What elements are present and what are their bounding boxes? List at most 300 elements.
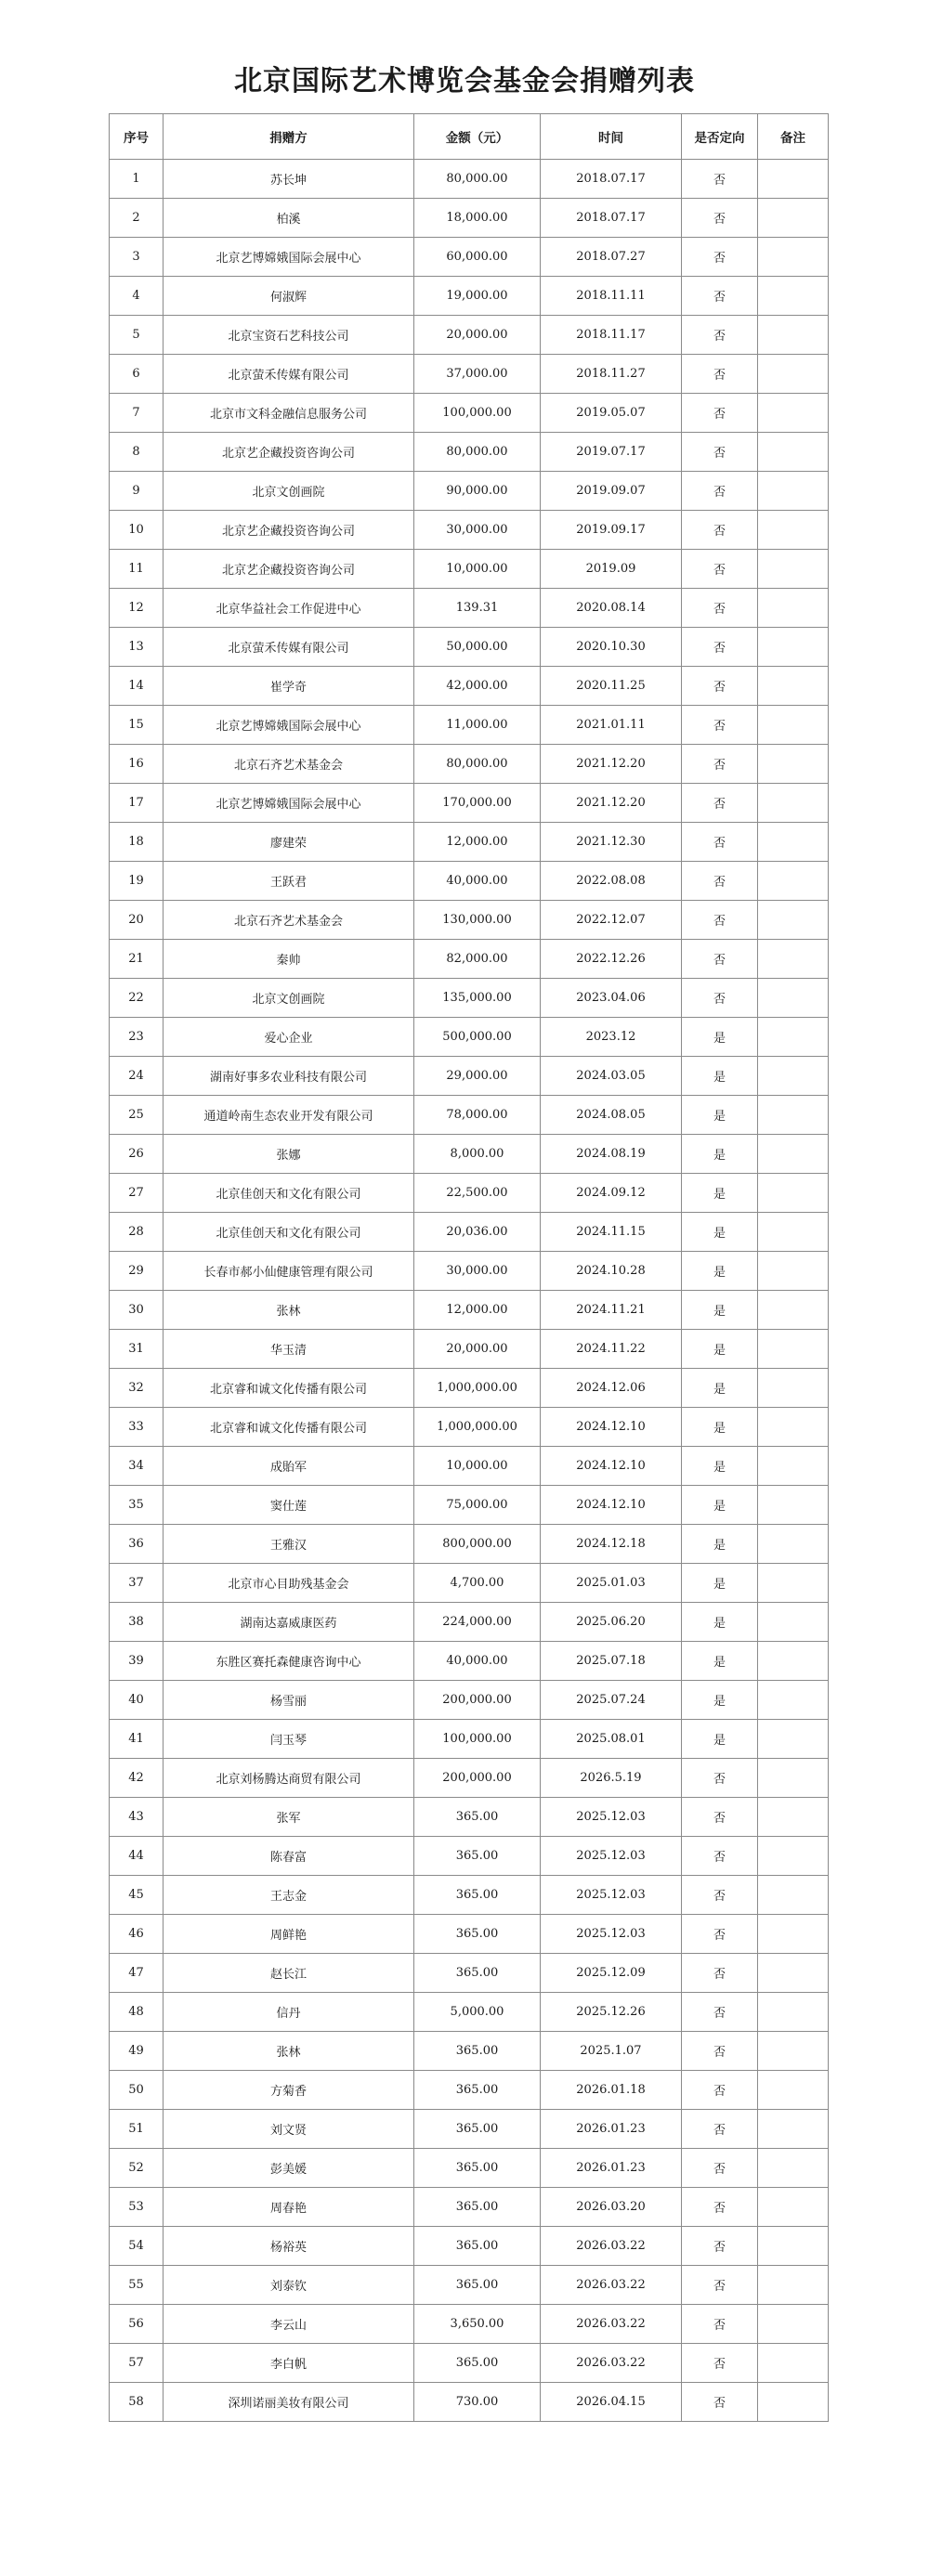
- table-row: [110, 1837, 829, 1876]
- cell-seq: 39: [110, 1642, 164, 1681]
- cell-seq: 18: [110, 823, 164, 862]
- cell-donor: 张林: [164, 1291, 414, 1330]
- cell-donor: 北京佳创天和文化有限公司: [164, 1213, 414, 1252]
- cell-directed: 是: [682, 1135, 758, 1174]
- header-seq: 序号: [110, 114, 164, 160]
- cell-note: [758, 2266, 829, 2305]
- cell-seq: 58: [110, 2383, 164, 2422]
- cell-donor: 北京艺企藏投资咨询公司: [164, 433, 414, 472]
- cell-note: [758, 1174, 829, 1213]
- table-row: [110, 862, 829, 901]
- cell-amount: 365.00: [414, 2149, 541, 2188]
- cell-note: [758, 1876, 829, 1915]
- donation-table: [109, 113, 829, 2422]
- cell-directed: 是: [682, 1291, 758, 1330]
- cell-time: 2021.12.20: [541, 745, 682, 784]
- cell-donor: 王雅汉: [164, 1525, 414, 1564]
- cell-directed: 否: [682, 2071, 758, 2110]
- cell-donor: 北京宝资石艺科技公司: [164, 316, 414, 355]
- cell-time: 2024.11.21: [541, 1291, 682, 1330]
- cell-note: [758, 1018, 829, 1057]
- cell-directed: 否: [682, 1798, 758, 1837]
- cell-seq: 40: [110, 1681, 164, 1720]
- header-amount: 金额（元）: [414, 114, 541, 160]
- cell-directed: 否: [682, 472, 758, 511]
- cell-directed: 否: [682, 2383, 758, 2422]
- table-row: [110, 1369, 829, 1408]
- cell-directed: 是: [682, 1252, 758, 1291]
- table-row: [110, 1213, 829, 1252]
- cell-amount: 4,700.00: [414, 1564, 541, 1603]
- cell-donor: 北京艺企藏投资咨询公司: [164, 550, 414, 589]
- cell-time: 2021.12.20: [541, 784, 682, 823]
- header-note: 备注: [758, 114, 829, 160]
- cell-donor: 北京市文科金融信息服务公司: [164, 394, 414, 433]
- cell-directed: 否: [682, 2344, 758, 2383]
- cell-donor: 张林: [164, 2032, 414, 2071]
- cell-note: [758, 2383, 829, 2422]
- table-row: [110, 745, 829, 784]
- cell-time: 2024.12.06: [541, 1369, 682, 1408]
- cell-seq: 6: [110, 355, 164, 394]
- cell-amount: 365.00: [414, 1915, 541, 1954]
- cell-note: [758, 2344, 829, 2383]
- cell-seq: 53: [110, 2188, 164, 2227]
- cell-note: [758, 1252, 829, 1291]
- cell-amount: 800,000.00: [414, 1525, 541, 1564]
- cell-note: [758, 2071, 829, 2110]
- cell-note: [758, 2110, 829, 2149]
- cell-time: 2025.1.07: [541, 2032, 682, 2071]
- cell-directed: 否: [682, 316, 758, 355]
- cell-note: [758, 862, 829, 901]
- cell-seq: 14: [110, 667, 164, 706]
- cell-note: [758, 1954, 829, 1993]
- cell-directed: 否: [682, 2305, 758, 2344]
- cell-note: [758, 160, 829, 199]
- cell-time: 2023.04.06: [541, 979, 682, 1018]
- cell-seq: 57: [110, 2344, 164, 2383]
- cell-seq: 19: [110, 862, 164, 901]
- table-row: [110, 940, 829, 979]
- cell-note: [758, 706, 829, 745]
- cell-time: 2026.03.22: [541, 2305, 682, 2344]
- cell-amount: 365.00: [414, 2227, 541, 2266]
- cell-directed: 否: [682, 511, 758, 550]
- cell-donor: 李云山: [164, 2305, 414, 2344]
- cell-seq: 36: [110, 1525, 164, 1564]
- cell-amount: 20,036.00: [414, 1213, 541, 1252]
- table-row: [110, 1174, 829, 1213]
- cell-amount: 82,000.00: [414, 940, 541, 979]
- cell-amount: 365.00: [414, 2266, 541, 2305]
- cell-seq: 3: [110, 238, 164, 277]
- cell-seq: 23: [110, 1018, 164, 1057]
- cell-amount: 365.00: [414, 1798, 541, 1837]
- cell-seq: 54: [110, 2227, 164, 2266]
- cell-note: [758, 355, 829, 394]
- table-row: [110, 1057, 829, 1096]
- table-row: [110, 550, 829, 589]
- cell-seq: 13: [110, 628, 164, 667]
- cell-amount: 365.00: [414, 2110, 541, 2149]
- cell-amount: 135,000.00: [414, 979, 541, 1018]
- cell-time: 2025.01.03: [541, 1564, 682, 1603]
- cell-time: 2025.08.01: [541, 1720, 682, 1759]
- cell-donor: 北京艺企藏投资咨询公司: [164, 511, 414, 550]
- cell-note: [758, 901, 829, 940]
- cell-seq: 29: [110, 1252, 164, 1291]
- cell-note: [758, 1525, 829, 1564]
- table-row: [110, 394, 829, 433]
- table-row: [110, 160, 829, 199]
- table-row: [110, 1954, 829, 1993]
- cell-amount: 3,650.00: [414, 2305, 541, 2344]
- cell-time: 2024.11.22: [541, 1330, 682, 1369]
- cell-directed: 是: [682, 1603, 758, 1642]
- cell-amount: 75,000.00: [414, 1486, 541, 1525]
- cell-time: 2024.12.10: [541, 1447, 682, 1486]
- cell-donor: 秦帅: [164, 940, 414, 979]
- cell-seq: 48: [110, 1993, 164, 2032]
- cell-time: 2021.12.30: [541, 823, 682, 862]
- cell-directed: 是: [682, 1486, 758, 1525]
- cell-seq: 17: [110, 784, 164, 823]
- cell-donor: 北京萤禾传媒有限公司: [164, 628, 414, 667]
- table-row: [110, 667, 829, 706]
- table-row: [110, 784, 829, 823]
- cell-directed: 是: [682, 1447, 758, 1486]
- cell-directed: 是: [682, 1642, 758, 1681]
- cell-seq: 31: [110, 1330, 164, 1369]
- cell-note: [758, 1915, 829, 1954]
- cell-note: [758, 199, 829, 238]
- cell-seq: 50: [110, 2071, 164, 2110]
- cell-donor: 北京佳创天和文化有限公司: [164, 1174, 414, 1213]
- cell-amount: 29,000.00: [414, 1057, 541, 1096]
- cell-note: [758, 1759, 829, 1798]
- page-title: 北京国际艺术博览会基金会捐赠列表: [234, 65, 695, 98]
- cell-time: 2025.07.24: [541, 1681, 682, 1720]
- table-row: [110, 1525, 829, 1564]
- cell-directed: 否: [682, 1876, 758, 1915]
- cell-seq: 32: [110, 1369, 164, 1408]
- cell-directed: 否: [682, 238, 758, 277]
- cell-donor: 窦仕莲: [164, 1486, 414, 1525]
- cell-donor: 北京石齐艺术基金会: [164, 901, 414, 940]
- cell-directed: 否: [682, 667, 758, 706]
- cell-seq: 21: [110, 940, 164, 979]
- cell-directed: 否: [682, 706, 758, 745]
- cell-note: [758, 1603, 829, 1642]
- cell-directed: 否: [682, 862, 758, 901]
- cell-directed: 否: [682, 589, 758, 628]
- cell-amount: 60,000.00: [414, 238, 541, 277]
- cell-directed: 否: [682, 394, 758, 433]
- cell-donor: 方菊香: [164, 2071, 414, 2110]
- cell-donor: 爱心企业: [164, 1018, 414, 1057]
- cell-seq: 30: [110, 1291, 164, 1330]
- table-row: [110, 472, 829, 511]
- cell-seq: 12: [110, 589, 164, 628]
- cell-time: 2019.09.17: [541, 511, 682, 550]
- cell-directed: 否: [682, 2188, 758, 2227]
- cell-note: [758, 745, 829, 784]
- table-row: [110, 2110, 829, 2149]
- cell-time: 2018.07.17: [541, 160, 682, 199]
- cell-note: [758, 1057, 829, 1096]
- cell-amount: 22,500.00: [414, 1174, 541, 1213]
- cell-time: 2026.01.18: [541, 2071, 682, 2110]
- cell-directed: 是: [682, 1057, 758, 1096]
- cell-seq: 22: [110, 979, 164, 1018]
- cell-seq: 35: [110, 1486, 164, 1525]
- table-row: [110, 1720, 829, 1759]
- cell-amount: 90,000.00: [414, 472, 541, 511]
- cell-amount: 12,000.00: [414, 823, 541, 862]
- cell-note: [758, 238, 829, 277]
- table-row: [110, 823, 829, 862]
- cell-note: [758, 1993, 829, 2032]
- cell-amount: 365.00: [414, 2188, 541, 2227]
- cell-directed: 否: [682, 2110, 758, 2149]
- cell-time: 2018.11.17: [541, 316, 682, 355]
- cell-seq: 47: [110, 1954, 164, 1993]
- cell-donor: 刘文贤: [164, 2110, 414, 2149]
- table-row: [110, 1681, 829, 1720]
- cell-amount: 365.00: [414, 1876, 541, 1915]
- cell-directed: 否: [682, 784, 758, 823]
- cell-time: 2025.12.09: [541, 1954, 682, 1993]
- cell-donor: 东胜区赛托森健康咨询中心: [164, 1642, 414, 1681]
- table-row: [110, 277, 829, 316]
- cell-seq: 56: [110, 2305, 164, 2344]
- cell-time: 2023.12: [541, 1018, 682, 1057]
- cell-time: 2018.07.17: [541, 199, 682, 238]
- cell-seq: 42: [110, 1759, 164, 1798]
- cell-amount: 11,000.00: [414, 706, 541, 745]
- cell-seq: 11: [110, 550, 164, 589]
- cell-time: 2024.12.10: [541, 1408, 682, 1447]
- cell-seq: 2: [110, 199, 164, 238]
- cell-directed: 否: [682, 1954, 758, 1993]
- cell-directed: 否: [682, 1837, 758, 1876]
- cell-directed: 是: [682, 1369, 758, 1408]
- cell-time: 2026.01.23: [541, 2110, 682, 2149]
- cell-time: 2018.11.27: [541, 355, 682, 394]
- cell-donor: 深圳诺丽美妆有限公司: [164, 2383, 414, 2422]
- cell-donor: 北京睿和诚文化传播有限公司: [164, 1408, 414, 1447]
- cell-amount: 365.00: [414, 2344, 541, 2383]
- cell-time: 2024.03.05: [541, 1057, 682, 1096]
- cell-amount: 30,000.00: [414, 1252, 541, 1291]
- cell-amount: 20,000.00: [414, 316, 541, 355]
- cell-amount: 365.00: [414, 1954, 541, 1993]
- cell-note: [758, 1837, 829, 1876]
- cell-note: [758, 1213, 829, 1252]
- cell-amount: 365.00: [414, 1837, 541, 1876]
- cell-note: [758, 784, 829, 823]
- cell-amount: 10,000.00: [414, 1447, 541, 1486]
- cell-note: [758, 2032, 829, 2071]
- cell-note: [758, 277, 829, 316]
- cell-directed: 是: [682, 1330, 758, 1369]
- cell-note: [758, 1096, 829, 1135]
- cell-donor: 北京艺博嫦娥国际会展中心: [164, 238, 414, 277]
- cell-amount: 170,000.00: [414, 784, 541, 823]
- cell-amount: 19,000.00: [414, 277, 541, 316]
- cell-time: 2025.12.03: [541, 1837, 682, 1876]
- cell-donor: 北京睿和诚文化传播有限公司: [164, 1369, 414, 1408]
- table-row: [110, 1018, 829, 1057]
- cell-donor: 苏长坤: [164, 160, 414, 199]
- table-body: [110, 160, 829, 2422]
- cell-seq: 33: [110, 1408, 164, 1447]
- cell-directed: 是: [682, 1174, 758, 1213]
- cell-donor: 崔学奇: [164, 667, 414, 706]
- cell-seq: 38: [110, 1603, 164, 1642]
- cell-donor: 廖建荣: [164, 823, 414, 862]
- table-row: [110, 1408, 829, 1447]
- cell-note: [758, 1369, 829, 1408]
- cell-note: [758, 979, 829, 1018]
- cell-amount: 200,000.00: [414, 1681, 541, 1720]
- cell-seq: 37: [110, 1564, 164, 1603]
- cell-directed: 否: [682, 2266, 758, 2305]
- cell-donor: 周春艳: [164, 2188, 414, 2227]
- cell-time: 2024.11.15: [541, 1213, 682, 1252]
- cell-donor: 王志金: [164, 1876, 414, 1915]
- cell-seq: 44: [110, 1837, 164, 1876]
- cell-time: 2019.09: [541, 550, 682, 589]
- table-row: [110, 238, 829, 277]
- table-row: [110, 2071, 829, 2110]
- cell-donor: 王跃君: [164, 862, 414, 901]
- cell-directed: 否: [682, 2149, 758, 2188]
- cell-note: [758, 1642, 829, 1681]
- cell-donor: 长春市郝小仙健康管理有限公司: [164, 1252, 414, 1291]
- cell-time: 2022.12.07: [541, 901, 682, 940]
- cell-directed: 否: [682, 199, 758, 238]
- cell-amount: 100,000.00: [414, 394, 541, 433]
- cell-seq: 4: [110, 277, 164, 316]
- cell-directed: 否: [682, 901, 758, 940]
- cell-donor: 北京文创画院: [164, 979, 414, 1018]
- table-header-row: [110, 114, 829, 160]
- cell-amount: 139.31: [414, 589, 541, 628]
- cell-donor: 成貽军: [164, 1447, 414, 1486]
- cell-note: [758, 1447, 829, 1486]
- cell-directed: 是: [682, 1564, 758, 1603]
- cell-amount: 80,000.00: [414, 160, 541, 199]
- table-row: [110, 1603, 829, 1642]
- cell-seq: 28: [110, 1213, 164, 1252]
- table-row: [110, 1798, 829, 1837]
- cell-time: 2025.07.18: [541, 1642, 682, 1681]
- cell-directed: 是: [682, 1681, 758, 1720]
- cell-seq: 10: [110, 511, 164, 550]
- cell-donor: 信丹: [164, 1993, 414, 2032]
- cell-note: [758, 316, 829, 355]
- table-row: [110, 1135, 829, 1174]
- cell-directed: 否: [682, 2227, 758, 2266]
- cell-donor: 北京萤禾传媒有限公司: [164, 355, 414, 394]
- cell-note: [758, 589, 829, 628]
- cell-time: 2019.07.17: [541, 433, 682, 472]
- cell-amount: 365.00: [414, 2032, 541, 2071]
- cell-directed: 是: [682, 1720, 758, 1759]
- cell-directed: 否: [682, 1993, 758, 2032]
- cell-time: 2026.04.15: [541, 2383, 682, 2422]
- cell-note: [758, 1681, 829, 1720]
- cell-note: [758, 2188, 829, 2227]
- cell-donor: 北京石齐艺术基金会: [164, 745, 414, 784]
- cell-seq: 41: [110, 1720, 164, 1759]
- cell-time: 2025.12.26: [541, 1993, 682, 2032]
- cell-amount: 365.00: [414, 2071, 541, 2110]
- cell-seq: 20: [110, 901, 164, 940]
- table-row: [110, 511, 829, 550]
- cell-note: [758, 511, 829, 550]
- cell-directed: 否: [682, 355, 758, 394]
- cell-directed: 是: [682, 1018, 758, 1057]
- cell-donor: 张军: [164, 1798, 414, 1837]
- cell-donor: 李白帆: [164, 2344, 414, 2383]
- cell-note: [758, 1486, 829, 1525]
- cell-seq: 9: [110, 472, 164, 511]
- cell-note: [758, 433, 829, 472]
- cell-time: 2026.03.20: [541, 2188, 682, 2227]
- cell-amount: 20,000.00: [414, 1330, 541, 1369]
- cell-donor: 北京艺博嫦娥国际会展中心: [164, 706, 414, 745]
- cell-donor: 湖南达嘉威康医药: [164, 1603, 414, 1642]
- cell-seq: 49: [110, 2032, 164, 2071]
- table-row: [110, 1759, 829, 1798]
- cell-directed: 否: [682, 1915, 758, 1954]
- cell-directed: 否: [682, 628, 758, 667]
- cell-time: 2026.03.22: [541, 2227, 682, 2266]
- cell-note: [758, 1135, 829, 1174]
- cell-seq: 43: [110, 1798, 164, 1837]
- cell-note: [758, 550, 829, 589]
- cell-donor: 北京刘杨腾达商贸有限公司: [164, 1759, 414, 1798]
- table-row: [110, 433, 829, 472]
- cell-donor: 华玉清: [164, 1330, 414, 1369]
- cell-seq: 26: [110, 1135, 164, 1174]
- cell-time: 2026.03.22: [541, 2344, 682, 2383]
- cell-time: 2025.12.03: [541, 1915, 682, 1954]
- cell-time: 2024.12.10: [541, 1486, 682, 1525]
- cell-note: [758, 394, 829, 433]
- table-row: [110, 2032, 829, 2071]
- cell-donor: 北京市心目助残基金会: [164, 1564, 414, 1603]
- cell-note: [758, 1564, 829, 1603]
- cell-time: 2025.12.03: [541, 1798, 682, 1837]
- cell-time: 2020.10.30: [541, 628, 682, 667]
- table-row: [110, 2383, 829, 2422]
- cell-time: 2025.12.03: [541, 1876, 682, 1915]
- cell-directed: 否: [682, 550, 758, 589]
- cell-amount: 40,000.00: [414, 862, 541, 901]
- cell-amount: 78,000.00: [414, 1096, 541, 1135]
- header-time: 时间: [541, 114, 682, 160]
- cell-seq: 34: [110, 1447, 164, 1486]
- cell-donor: 刘泰钦: [164, 2266, 414, 2305]
- cell-seq: 24: [110, 1057, 164, 1096]
- cell-amount: 50,000.00: [414, 628, 541, 667]
- cell-amount: 18,000.00: [414, 199, 541, 238]
- cell-note: [758, 1291, 829, 1330]
